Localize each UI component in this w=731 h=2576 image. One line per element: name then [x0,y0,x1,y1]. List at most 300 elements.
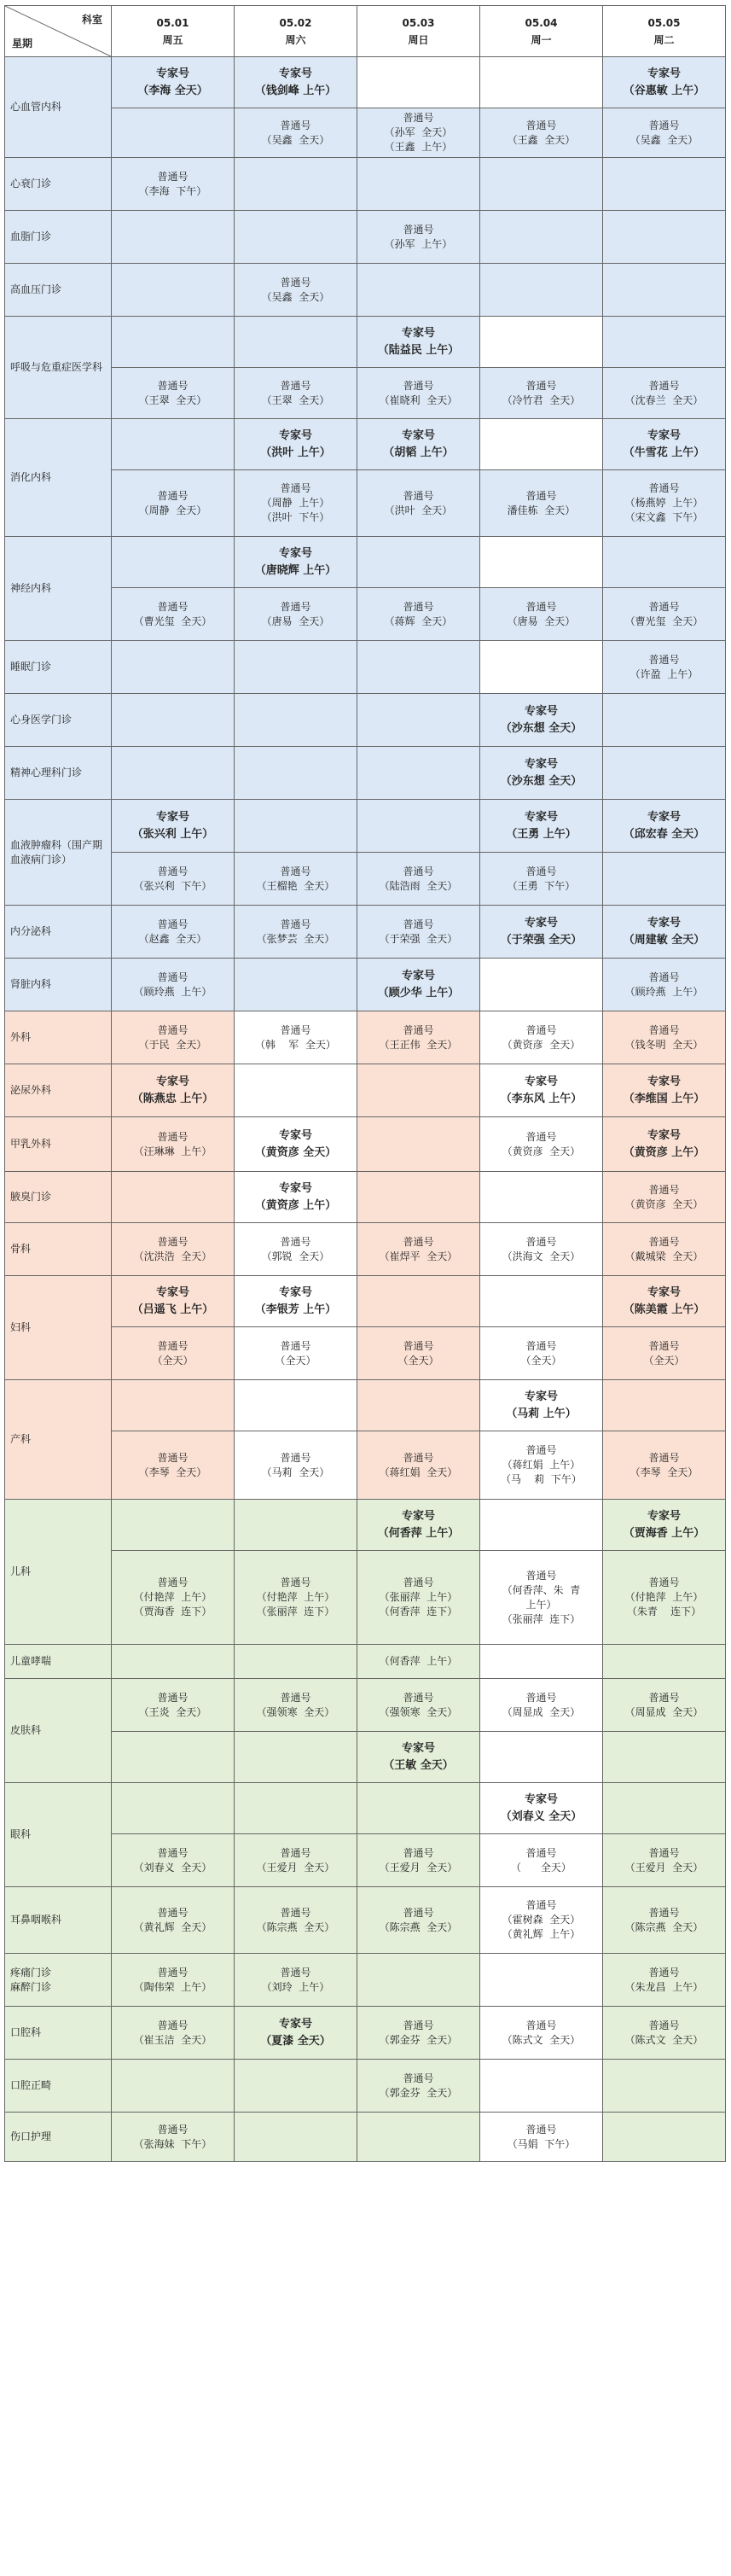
normal-slot-cell [235,1954,357,2007]
slot-type-label: 专家号 [647,1285,681,1299]
expert-slot-cell [112,1276,235,1327]
empty-cell [235,747,357,800]
normal-slot-cell [235,1551,357,1645]
doctor-schedule-text: （霍树森 全天） [502,1914,581,1926]
empty-cell [603,747,726,800]
slot-type-label: 普通号 [525,1444,557,1456]
department-name: 儿科 [5,1500,112,1645]
empty-cell [235,800,357,853]
slot-type-label: 专家号 [155,1075,189,1088]
department-name: 皮肤科 [5,1679,112,1783]
doctor-schedule-text: （王勇 下午） [507,879,576,892]
normal-slot-cell [480,1887,603,1954]
department-name: 产科 [5,1380,112,1500]
doctor-schedule-text: （邱宏春 全天） [623,827,705,841]
slot-type-label: 普通号 [280,1235,311,1248]
schedule-row [5,368,726,419]
department-name: 神经内科 [5,537,112,641]
schedule-row [5,470,726,537]
normal-slot-cell [357,1887,480,1954]
normal-slot-cell [603,368,726,419]
slot-type-label: 普通号 [157,600,189,613]
schedule-row [5,906,726,959]
doctor-schedule-text: （王榴艳 全天） [256,879,335,892]
empty-cell [357,1380,480,1431]
slot-type-label: 普通号 [648,1966,680,1979]
empty-cell [603,158,726,211]
department-name: 血液肿瘤科（围产期血液病门诊） [5,800,112,906]
empty-cell [112,211,235,264]
slot-type-label: 专家号 [155,1285,189,1299]
slot-type-label: 普通号 [525,1846,557,1859]
slot-type-label: 普通号 [525,2019,557,2031]
doctor-schedule-text: （黄礼辉 上午） [502,1928,581,1940]
doctor-schedule-text: （贾海香 连下） [133,1606,212,1617]
day-header-2 [235,6,357,57]
empty-cell [480,1500,603,1551]
doctor-schedule-text: （洪叶 上午） [260,446,331,459]
empty-cell [357,264,480,317]
normal-slot-cell [112,588,235,641]
doctor-schedule-text: （曹光玺 全天） [133,615,212,627]
empty-cell [235,2060,357,2113]
slot-type-label: 普通号 [280,918,311,930]
normal-slot-cell [357,2007,480,2060]
empty-cell [112,317,235,368]
doctor-schedule-text: （蒋辉 全天） [384,615,453,627]
empty-cell [480,419,603,470]
expert-slot-cell [480,694,603,747]
schedule-row [5,959,726,1011]
slot-type-label: 普通号 [157,918,189,930]
doctor-schedule-text: （李琴 全天） [629,1466,699,1478]
slot-type-label: 普通号 [525,1569,557,1582]
schedule-row [5,317,726,368]
empty-cell [480,264,603,317]
normal-slot-cell [235,853,357,906]
department-name: 呼吸与危重症医学科 [5,317,112,419]
doctor-schedule-text: （全天） [397,1354,439,1367]
slot-type-label: 专家号 [524,810,558,824]
day-date: 05.05 [647,16,681,29]
empty-cell [235,317,357,368]
empty-cell [112,1783,235,1834]
slot-type-label: 普通号 [648,653,680,666]
slot-type-label: 普通号 [403,2072,434,2084]
slot-type-label: 普通号 [648,1339,680,1352]
slot-type-label: 普通号 [525,379,557,392]
normal-slot-cell [357,2060,480,2113]
empty-cell [480,1172,603,1223]
slot-type-label: 普通号 [280,1691,311,1704]
doctor-schedule-text: （李维国 上午） [623,1092,705,1105]
slot-type-label: 普通号 [648,1451,680,1464]
empty-cell [603,1645,726,1679]
normal-slot-cell [357,1223,480,1276]
empty-cell [603,211,726,264]
slot-type-label: 专家号 [524,704,558,718]
schedule-row [5,264,726,317]
empty-cell [357,800,480,853]
doctor-schedule-text: （陈宗燕 全天） [379,1920,458,1933]
empty-cell [480,1954,603,2007]
day-header-3 [357,6,480,57]
slot-type-label: 专家号 [524,1390,558,1403]
day-date: 05.01 [156,16,189,29]
slot-type-label: 专家号 [278,1181,312,1195]
slot-type-label: 普通号 [648,1846,680,1859]
expert-slot-cell [480,747,603,800]
day-date: 05.04 [525,16,558,29]
doctor-schedule-text: （唐易 全天） [507,615,576,627]
day-date: 05.02 [279,16,312,29]
slot-type-label: 普通号 [403,1451,434,1464]
normal-slot-cell [603,1551,726,1645]
normal-slot-cell [603,1011,726,1064]
doctor-schedule-text: （陈美霞 上午） [623,1303,705,1316]
doctor-schedule-text: （何香萍 连下） [379,1606,458,1617]
slot-type-label: 专家号 [401,1741,435,1755]
slot-type-label: 专家号 [524,1075,558,1088]
header-row [5,6,726,57]
empty-cell [357,57,480,108]
slot-type-label: 普通号 [525,2123,557,2136]
doctor-schedule-text: （顾玲燕 上午） [133,985,212,998]
normal-slot-cell [235,1887,357,1954]
doctor-schedule-text: （刘玲 上午） [261,1980,330,1993]
slot-type-label: 专家号 [401,1509,435,1523]
normal-slot-cell [480,588,603,641]
schedule-row [5,747,726,800]
empty-cell [112,694,235,747]
expert-slot-cell [480,1380,603,1431]
schedule-row [5,1551,726,1645]
doctor-schedule-text: （马 莉 下午） [501,1473,582,1485]
doctor-schedule-text: （陶伟荣 上午） [133,1980,212,1993]
schedule-row [5,800,726,853]
empty-cell [235,694,357,747]
doctor-schedule-text: （唐易 全天） [261,615,330,627]
normal-slot-cell [480,1834,603,1887]
normal-slot-cell [357,1551,480,1645]
normal-slot-cell [112,1011,235,1064]
normal-slot-cell [480,1011,603,1064]
normal-slot-cell [235,264,357,317]
department-name: 儿童哮喘 [5,1645,112,1679]
slot-type-label: 普通号 [280,119,311,131]
doctor-schedule-text: （马莉 全天） [261,1466,330,1478]
slot-type-label: 普通号 [157,379,189,392]
schedule-row [5,1064,726,1117]
slot-type-label: 专家号 [647,67,681,80]
empty-cell [112,1380,235,1431]
expert-slot-cell [603,1117,726,1172]
empty-cell [603,694,726,747]
doctor-schedule-text: （曹光玺 全天） [624,615,704,627]
doctor-schedule-text: （张梦芸 全天） [256,932,335,945]
normal-slot-cell [357,470,480,537]
schedule-row [5,1011,726,1064]
doctor-schedule-text: （ 全天） [511,1861,571,1874]
slot-type-label: 普通号 [403,379,434,392]
slot-type-label: 专家号 [278,428,312,442]
normal-slot-cell [480,1431,603,1500]
day-weekday: 周六 [285,33,306,46]
doctor-schedule-text: （张兴利 下午） [133,879,212,892]
slot-type-label: 普通号 [280,276,311,288]
day-date: 05.03 [402,16,435,29]
normal-slot-cell [603,1679,726,1732]
department-name: 内分泌科 [5,906,112,959]
empty-cell [480,1276,603,1327]
doctor-schedule-text: （王爱月 全天） [256,1861,335,1874]
doctor-schedule-text: （谷惠敏 上午） [623,84,705,97]
schedule-table [4,5,726,2162]
doctor-schedule-text: （戴城梁 全天） [624,1250,704,1262]
doctor-schedule-text: （冷竹君 全天） [502,393,581,406]
slot-type-label: 普通号 [403,1023,434,1036]
normal-slot-cell [357,1679,480,1732]
department-name: 口腔科 [5,2007,112,2060]
empty-cell [112,108,235,158]
slot-type-label: 普通号 [157,1576,189,1588]
doctor-schedule-text: （何香萍、朱 青 [502,1583,581,1596]
empty-cell [235,2113,357,2162]
doctor-schedule-text: （黄资彦 全天） [254,1145,337,1159]
normal-slot-cell [112,1887,235,1954]
doctor-schedule-text: （陈宗燕 全天） [624,1920,704,1933]
normal-slot-cell [480,2007,603,2060]
expert-slot-cell [357,317,480,368]
empty-cell [480,1645,603,1679]
normal-slot-cell [235,588,357,641]
doctor-schedule-text: （陈式文 全天） [624,2033,704,2046]
schedule-row [5,1276,726,1327]
empty-cell [480,959,603,1011]
normal-slot-cell [480,1679,603,1732]
expert-slot-cell [603,419,726,470]
doctor-schedule-text: （崔晓利 全天） [379,393,458,406]
normal-slot-cell [357,368,480,419]
slot-type-label: 专家号 [278,67,312,80]
normal-slot-cell [357,108,480,158]
department-name: 睡眠门诊 [5,641,112,694]
doctor-schedule-text: （黄资彦 上午） [254,1198,337,1212]
doctor-schedule-text: （陆浩雨 全天） [379,879,458,892]
doctor-schedule-text: （郭锐 全天） [261,1250,330,1262]
slot-type-label: 普通号 [157,1235,189,1248]
doctor-schedule-text: （王爱月 全天） [379,1861,458,1874]
schedule-row [5,1117,726,1172]
doctor-schedule-text: （崔焊平 全天） [379,1250,458,1262]
department-name: 妇科 [5,1276,112,1380]
normal-slot-cell [480,1327,603,1380]
empty-cell [480,1732,603,1783]
slot-type-label: 普通号 [648,970,680,983]
empty-cell [235,158,357,211]
slot-type-label: 普通号 [648,379,680,392]
slot-type-label: 普通号 [403,112,434,124]
slot-type-label: 普通号 [403,1235,434,1248]
normal-slot-cell [235,906,357,959]
schedule-row [5,1954,726,2007]
department-name: 心血管内科 [5,57,112,158]
slot-type-label: 普通号 [157,170,189,183]
normal-slot-cell [235,1011,357,1064]
slot-type-label: 普通号 [648,600,680,613]
doctor-schedule-text: （陈宗燕 全天） [256,1920,335,1933]
doctor-schedule-text: （张丽萍 连下） [502,1612,581,1625]
doctor-schedule-text: （周显成 全天） [502,1705,581,1718]
empty-cell [357,2113,480,2162]
doctor-schedule-text: （张兴利 上午） [131,827,214,841]
doctor-schedule-text: （王炎 全天） [138,1705,207,1718]
slot-type-label: 普通号 [280,1339,311,1352]
slot-type-label: 专家号 [155,67,189,80]
normal-slot-cell [603,588,726,641]
slot-type-label: 普通号 [157,1906,189,1919]
department-name: 伤口护理 [5,2113,112,2162]
expert-slot-cell [603,906,726,959]
doctor-schedule-text: （黄礼辉 全天） [133,1920,212,1933]
schedule-row [5,588,726,641]
doctor-schedule-text: （陈燕忠 上午） [131,1092,214,1105]
schedule-row [5,1645,726,1679]
slot-type-label: 普通号 [403,865,434,877]
schedule-row [5,1327,726,1380]
slot-type-label: 普通号 [280,1846,311,1859]
empty-cell [603,264,726,317]
doctor-schedule-text: （刘春义 全天） [133,1861,212,1874]
empty-cell [480,211,603,264]
slot-type-label: 专家号 [524,916,558,930]
day-weekday: 周二 [653,33,675,46]
slot-type-label: 普通号 [648,1023,680,1036]
schedule-row [5,158,726,211]
normal-slot-cell [603,1327,726,1380]
slot-type-label: 普通号 [525,1235,557,1248]
slot-type-label: 普通号 [280,379,311,392]
doctor-schedule-text: （钱冬明 全天） [624,1038,704,1051]
empty-cell [357,747,480,800]
doctor-schedule-text: （黄资彦 全天） [502,1145,581,1157]
department-name: 肾脏内科 [5,959,112,1011]
empty-cell [357,641,480,694]
doctor-schedule-text: （黄资彦 上午） [623,1145,705,1159]
expert-slot-cell [235,1172,357,1223]
normal-slot-cell [235,1834,357,1887]
empty-cell [357,1783,480,1834]
normal-slot-cell [603,470,726,537]
normal-slot-cell [480,2113,603,2162]
slot-type-label: 专家号 [278,1128,312,1142]
schedule-row [5,2007,726,2060]
normal-slot-cell [603,1954,726,2007]
doctor-schedule-text: （唐晓辉 上午） [254,563,337,577]
slot-type-label: 普通号 [403,1691,434,1704]
slot-type-label: 普通号 [280,1576,311,1588]
slot-type-label: 专家号 [647,1075,681,1088]
corner-dept-label: 科室 [81,14,102,26]
doctor-schedule-text: （付艳萍 上午） [624,1591,704,1603]
doctor-schedule-text: （强领寒 全天） [379,1705,458,1718]
slot-type-label: 普通号 [403,1339,434,1352]
schedule-row [5,694,726,747]
department-name: 心身医学门诊 [5,694,112,747]
empty-cell [603,2113,726,2162]
doctor-schedule-text: （强领寒 全天） [256,1705,335,1718]
schedule-row [5,1380,726,1431]
empty-cell [357,1064,480,1117]
slot-type-label: 普通号 [648,119,680,131]
empty-cell [357,1276,480,1327]
doctor-schedule-text: （朱青 连下） [626,1606,702,1617]
doctor-schedule-text: （蒋红娟 全天） [379,1466,458,1478]
doctor-schedule-text: （朱龙昌 上午） [624,1980,704,1993]
slot-type-label: 普通号 [280,1966,311,1979]
normal-slot-cell [357,906,480,959]
doctor-schedule-text: （马莉 上午） [506,1407,577,1420]
doctor-schedule-text: （王翠 全天） [138,393,207,406]
normal-slot-cell [480,1117,603,1172]
slot-type-label: 普通号 [157,970,189,983]
empty-cell [603,2060,726,2113]
schedule-row [5,1679,726,1732]
doctor-schedule-text: （于荣强 全天） [379,932,458,945]
slot-type-label: 专家号 [524,757,558,771]
doctor-schedule-text: （周静 上午） [261,497,330,509]
doctor-schedule-text: （赵鑫 全天） [138,932,207,945]
slot-type-label: 普通号 [157,865,189,877]
normal-slot-cell [480,108,603,158]
slot-type-label: 普通号 [157,2123,189,2136]
slot-type-label: 普通号 [525,489,557,502]
empty-cell [235,1732,357,1783]
doctor-schedule-text: （宋文鑫 下午） [624,511,704,523]
empty-cell [480,2060,603,2113]
expert-slot-cell [603,57,726,108]
slot-type-label: 普通号 [157,1966,189,1979]
department-name: 眼科 [5,1783,112,1887]
doctor-schedule-text: （吴鑫 全天） [629,133,699,146]
normal-slot-cell [603,2007,726,2060]
department-name: 疼痛门诊 麻醉门诊 [5,1954,112,2007]
doctor-schedule-text: （汪琳琳 上午） [133,1145,212,1157]
slot-type-label: 普通号 [525,1339,557,1352]
normal-slot-cell [112,2113,235,2162]
slot-type-label: 普通号 [648,1235,680,1248]
expert-slot-cell [357,1732,480,1783]
normal-slot-cell [112,1431,235,1500]
doctor-schedule-text: （沈洪浩 全天） [133,1250,212,1262]
schedule-row [5,1732,726,1783]
department-name: 泌尿外科 [5,1064,112,1117]
normal-slot-cell [112,1679,235,1732]
normal-slot-cell [112,1551,235,1645]
slot-type-label: 普通号 [157,489,189,502]
slot-type-label: 专家号 [155,810,189,824]
slot-type-label: 普通号 [280,1906,311,1919]
empty-cell [480,57,603,108]
normal-slot-cell [235,1223,357,1276]
normal-slot-cell [480,368,603,419]
doctor-schedule-text: （陈式文 全天） [502,2033,581,2046]
expert-slot-cell [112,1064,235,1117]
expert-slot-cell [235,537,357,588]
expert-slot-cell [357,419,480,470]
expert-slot-cell [603,800,726,853]
doctor-schedule-text: （沙东想 全天） [500,774,583,788]
